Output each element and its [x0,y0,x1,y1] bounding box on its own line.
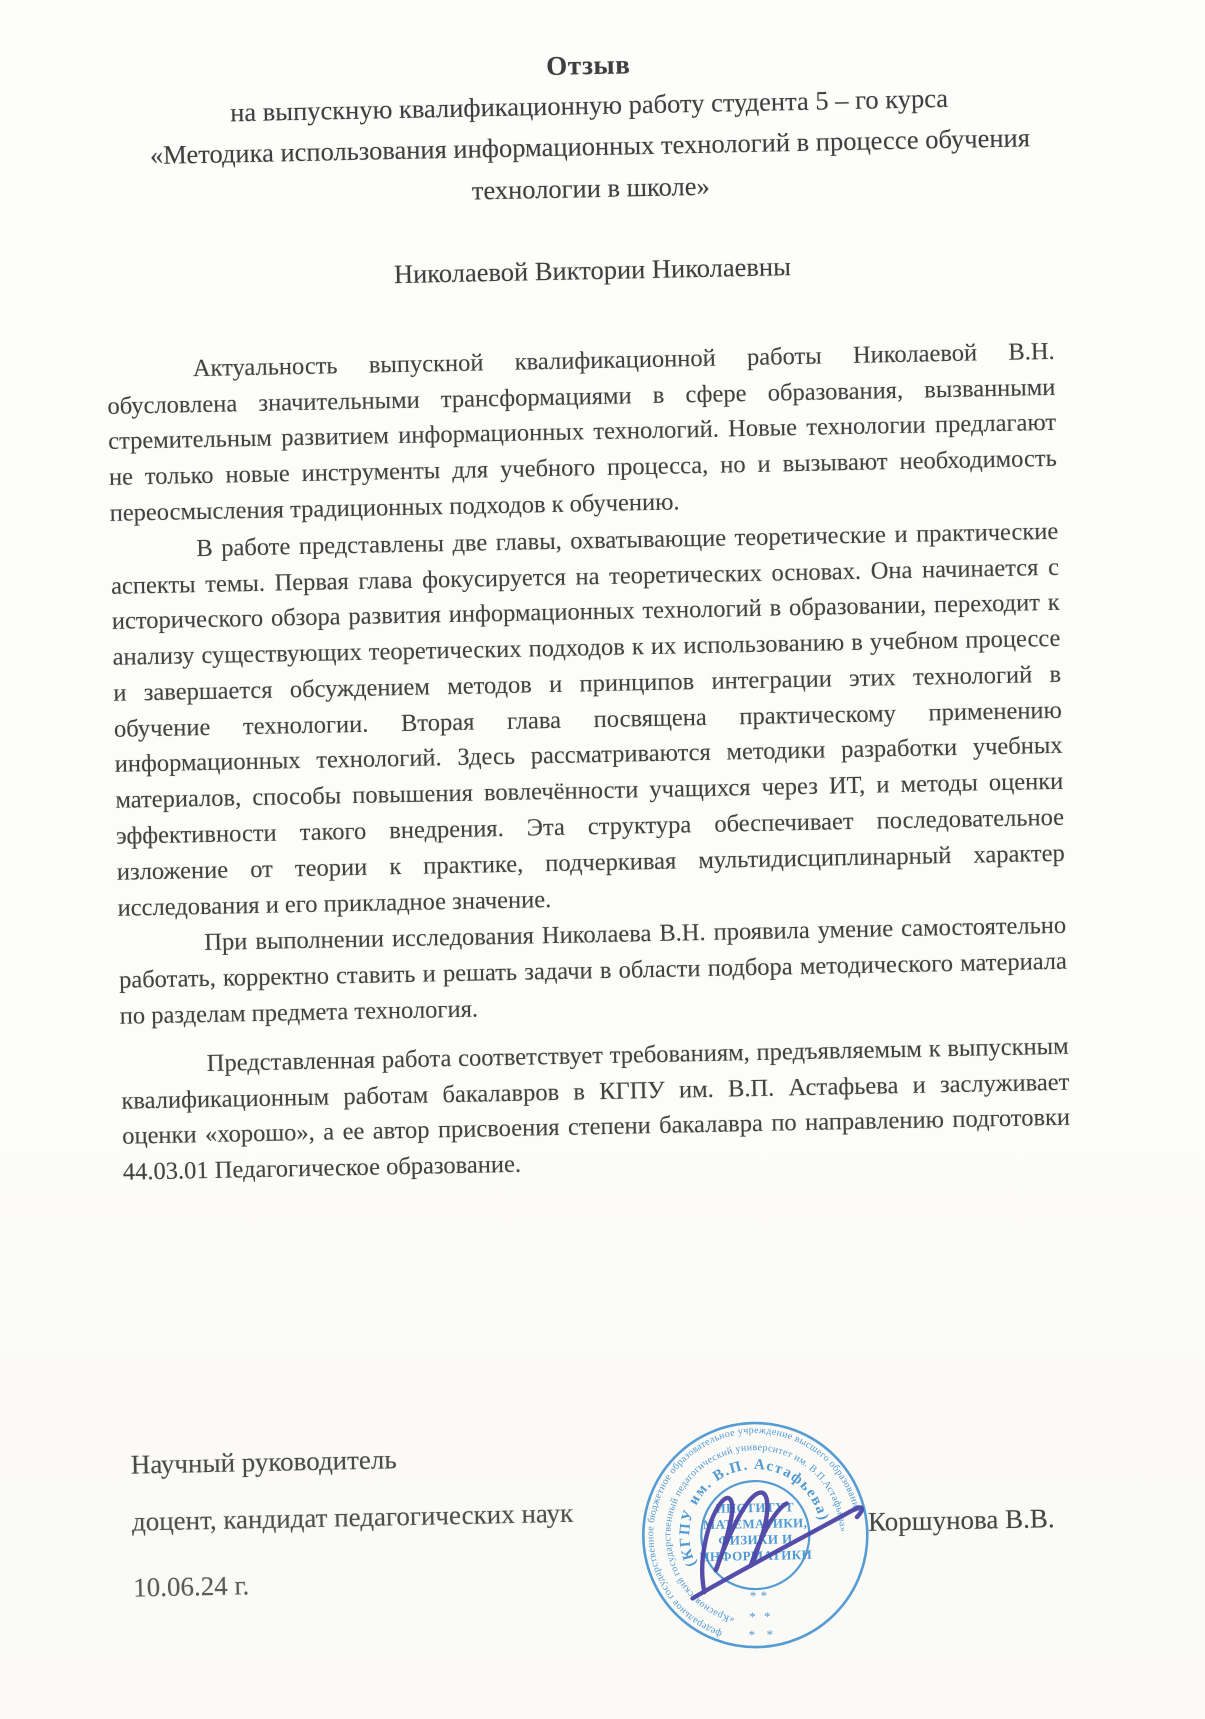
stamp-separator-asterisks [748,1588,774,1642]
svg-text:*: * [763,1608,771,1624]
svg-text:ИНСТИТУТ: ИНСТИТУТ [715,1499,795,1516]
paragraph-structure: В работе представлены две главы, охватывающие теоретические и практические аспекты темы. Первая глава фокусируется на теоретических основах. Она начинается с исторического обзора развития информационных технологий в образовании, переходит к анализу существующих теоретических подходов к их использованию в учебном процессе и завершается обсуждением методов и принципов интеграции этих технологий в обучение технологии. Вторая глава посвящена практическому применению информационных технологий. Здесь рассматриваются методики разработки учебных материалов, способы повышения вовлечённости учащихся через ИТ, и методы оценки эффективности такого внедрения. Эта структура обеспечивает последовательное изложение от теории к практике, подчеркивая мультидисциплинарный характер исследования и его прикладное значение. [110,517,1065,922]
stamp-outer-ring-text: федеральное государственное бюджетное образовательное учреждение высшего образования [645,1425,863,1640]
svg-text:*: * [749,1609,756,1625]
doc-subtitle-line1: на выпускную квалификационную работу студента 5 – го курса [229,82,949,128]
paragraph-relevance: Актуальность выпускной квалификационной работы Николаевой В.Н. обусловлена значительными трансформациями в сфере образования, вызванными стремительным развитием информационных технологий. Новые технологии предлагают не только новые инструменты для учебного процесса, но и вызывают необходимость переосмысления традиционных подходов к обучению. [107,337,1058,527]
doc-title: Отзыв [545,49,631,81]
supervisor-degree-line: доцент, кандидат педагогических наук [131,1497,574,1537]
doc-subtitle-thesis-title: «Методика использования информационных технологий в процессе обучения технологии в школе» [149,122,1031,206]
student-name: Николаевой Виктории Николаевны [393,250,792,289]
stamp-middle-ring-text: «Красноярский государственный педагогический университет им. В.П.Астафьева» [662,1442,849,1626]
paragraph-skills: При выполнении исследования Николаева В.Н. проявила умение самостоятельно работать, корректно ставить и решать задачи в области подбора методического материала по разделам предмета технология. [118,912,1068,1030]
review-body [106,334,1071,1191]
svg-text:ИНФОРМАТИКИ: ИНФОРМАТИКИ [699,1546,813,1565]
university-stamp [629,1409,882,1662]
review-date: 10.06.24 г. [132,1570,250,1603]
svg-text:МАТЕМАТИКИ,: МАТЕМАТИКИ, [702,1515,808,1533]
stamp-svg [629,1409,882,1662]
supervisor-role-line: Научный руководитель [130,1444,397,1480]
svg-text:*: * [748,1627,756,1643]
supervisor-name: Коршунова В.В. [867,1503,1055,1537]
svg-text:ФИЗИКИ И: ФИЗИКИ И [718,1531,793,1548]
svg-text:*: * [749,1588,757,1604]
paragraph-conclusion: Представленная работа соответствует требованиям, предъявляемым к выпускным квалификационным работам бакалавров в КГПУ им. В.П. Астафьева и заслуживает оценки «хорошо», а ее автор присвоения степени бакалавра по направлению подготовки 44.03.01 Педагогическое образование. [121,1032,1071,1186]
svg-text:*: * [766,1626,774,1642]
svg-text:*: * [760,1587,768,1603]
stamp-abbr-arc-text: (КГПУ им. В.П. Астафьева) [677,1456,832,1570]
